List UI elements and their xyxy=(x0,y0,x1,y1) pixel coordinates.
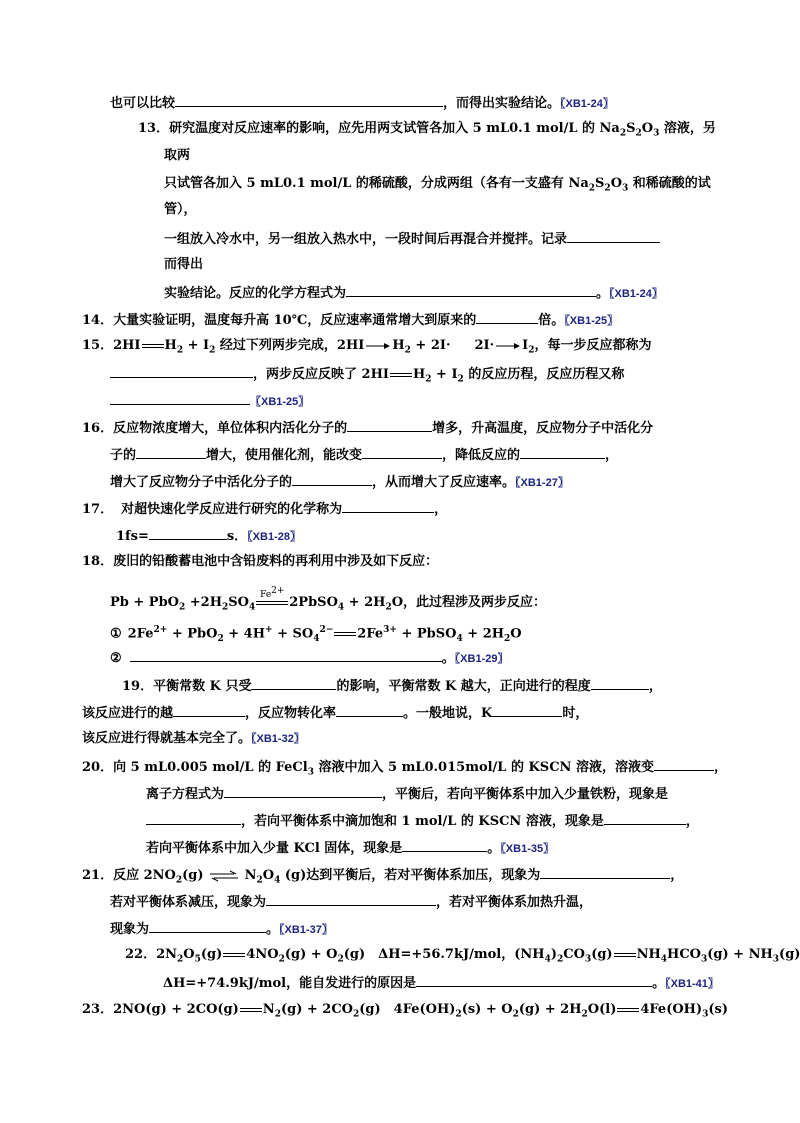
text: 只试管各加入 5 mL0.1 mol/L 的稀硫酸，分成两组（各有一支盛有 xyxy=(164,176,569,191)
source-tag: 〖XB1-28〗 xyxy=(247,531,301,543)
text: (g) xyxy=(779,947,800,962)
answer-blank[interactable] xyxy=(149,526,227,540)
text: 若向平衡体系中加入少量 KCl 固体，现象是 xyxy=(146,841,403,856)
question-number: 18． xyxy=(82,554,114,569)
text: 实验结论。反应的化学方程式为 xyxy=(164,286,347,301)
text: (g) ΔH=+56.7kJ/mol，(NH xyxy=(343,947,545,962)
answer-blank[interactable] xyxy=(149,919,266,933)
text-line xyxy=(116,526,301,546)
text: ΔH=+74.9kJ/mol，能自发进行的原因是 xyxy=(163,976,417,991)
question-number: 19． xyxy=(122,679,154,694)
text: ， xyxy=(605,448,619,463)
answer-blank[interactable] xyxy=(110,364,253,378)
source-tag: 〖XB1-35〗 xyxy=(500,843,555,855)
text: 。一般地说，K xyxy=(403,706,493,721)
text: 2Fe xyxy=(357,626,384,642)
text: 。 xyxy=(487,841,501,856)
text: 管）， xyxy=(164,202,197,217)
answer-blank[interactable] xyxy=(540,865,670,879)
text: ，平衡后，若向平衡体系中加入少量铁粉，现象是 xyxy=(382,787,669,802)
text: 2N xyxy=(156,947,178,962)
text: 平衡常数 K 只受 xyxy=(153,679,252,694)
text: H xyxy=(412,367,426,382)
answer-blank[interactable] xyxy=(110,391,250,405)
text: 1fs= xyxy=(116,529,149,544)
text-line xyxy=(110,391,309,411)
question-number: 20． xyxy=(82,760,114,775)
source-tag: 〖XB1-24〗 xyxy=(609,288,663,300)
answer-blank[interactable] xyxy=(476,310,538,324)
text: 。 xyxy=(441,651,455,666)
text: 增多，升高温度，反应物分子中活化分 xyxy=(432,421,654,436)
text: 一组放入冷水中，另一组放入热水中，一段时间后再混合并搅拌。记录 xyxy=(164,232,568,247)
equilibrium-arrow-icon xyxy=(210,871,238,881)
question-18 xyxy=(82,553,438,571)
text: ， xyxy=(670,868,684,883)
text: ， xyxy=(434,502,448,517)
source-tag: 〖XB1-32〗 xyxy=(251,733,305,745)
text-line xyxy=(110,648,508,668)
text: 离子方程式为 xyxy=(146,787,225,802)
text: (s) + O xyxy=(461,1002,513,1017)
text: ，两步反应反映了 2HI xyxy=(253,367,389,382)
text: 该反应进行的越 xyxy=(82,706,174,721)
answer-blank[interactable] xyxy=(520,445,605,459)
answer-blank[interactable] xyxy=(402,838,487,852)
formula: $Na_2S_2O_3$ xyxy=(568,176,629,194)
text: I xyxy=(522,338,529,353)
text-line xyxy=(163,973,719,993)
answer-blank[interactable] xyxy=(266,892,436,906)
step-number: ② xyxy=(110,651,122,666)
text: 4NO xyxy=(246,947,279,962)
text: 经过下列两步完成，2HI xyxy=(215,338,365,353)
answer-blank[interactable] xyxy=(591,676,649,690)
text: HCO xyxy=(667,947,701,962)
text: 向 5 mL0.005 mol/L 的 FeCl xyxy=(113,760,308,775)
text: (g) xyxy=(591,947,613,962)
question-19 xyxy=(122,676,662,696)
text: + I xyxy=(431,367,458,382)
question-number: 23． xyxy=(82,1002,114,1017)
source-tag: 〖XB1-41〗 xyxy=(665,978,719,990)
text: 。 xyxy=(596,286,610,301)
question-20: 20．向 5 mL0.005 mol/L 的 FeCl$_3$ 溶液中加入 5 mL0.015mol/L 的 KSCN 溶液，溶液变 ， xyxy=(82,757,727,782)
formula: $Na_2S_2O_3$ xyxy=(599,121,660,139)
text: ，若向平衡体系中滴加饱和 1 mol/L 的 KSCN 溶液，现象是 xyxy=(241,814,604,829)
answer-blank[interactable] xyxy=(342,499,434,513)
source-tag: 〖XB1-27〗 xyxy=(515,477,569,489)
text: ， xyxy=(685,814,699,829)
text: + PbO xyxy=(167,626,218,642)
source-tag: 〖XB1-24〗 xyxy=(560,98,614,110)
question-17 xyxy=(82,499,447,519)
text: + 4H xyxy=(223,626,265,642)
text: 对超快速化学反应进行研究的化学称为 xyxy=(121,502,343,517)
text: 反应 2NO xyxy=(113,868,176,883)
text: + I xyxy=(183,338,210,353)
answer-blank[interactable] xyxy=(292,472,372,486)
question-number: 14． xyxy=(82,313,114,328)
answer-blank[interactable] xyxy=(567,229,660,243)
text-line xyxy=(110,93,614,113)
text: H xyxy=(164,338,177,353)
text: ，从而增大了反应速率。 xyxy=(372,475,516,490)
text: s． xyxy=(226,529,248,544)
text: + 2H xyxy=(462,626,505,642)
equals-sign xyxy=(142,344,164,348)
question-16 xyxy=(82,418,653,438)
text-line xyxy=(164,201,197,219)
text-line xyxy=(110,892,592,912)
text: O，此过程涉及两步反应： xyxy=(391,595,547,610)
text: O(l) xyxy=(587,1002,617,1017)
text: (g) xyxy=(200,947,223,962)
text-line xyxy=(164,147,190,165)
text: (s) xyxy=(708,1002,728,1017)
text: 时， xyxy=(562,706,589,721)
text-line xyxy=(82,703,588,723)
answer-blank[interactable] xyxy=(604,811,686,825)
answer-blank[interactable] xyxy=(492,703,562,717)
text-line: ，两步反应反映了 2HI $H_2 + I_2$ 的反应历程，反应历程又称 xyxy=(110,364,624,389)
question-number: 15． xyxy=(82,338,114,353)
answer-blank[interactable] xyxy=(362,445,442,459)
text: ， xyxy=(713,760,727,775)
arrow-icon xyxy=(366,342,390,350)
text: 2Fe xyxy=(127,626,154,642)
text: 该反应进行得就基本完全了。 xyxy=(82,731,252,746)
equals-sign xyxy=(614,953,636,957)
text: ) xyxy=(550,947,557,962)
text: ，降低反应的 xyxy=(442,448,521,463)
question-22: 22．$2N_2O_5(g) 4NO_2(g) + O_2(g)$ ΔH=+56.7kJ/mol，$(NH_4)_2CO_3(g) NH_4HCO_3(g) + NH_3(g)$ xyxy=(125,947,800,965)
answer-blank[interactable] xyxy=(175,93,443,107)
text: 子的 xyxy=(110,448,137,463)
text: Pb + PbO xyxy=(110,595,179,610)
text: 2I· xyxy=(474,338,495,353)
answer-blank[interactable] xyxy=(146,811,241,825)
text: 和稀硫酸的试 xyxy=(628,176,711,191)
text: 2NO(g) + 2CO(g) xyxy=(113,1002,239,1017)
source-tag: 〖XB1-37〗 xyxy=(279,924,333,936)
question-number: 13． xyxy=(138,121,170,136)
text: 反应物浓度增大，单位体积内活化分子的 xyxy=(113,421,348,436)
answer-blank[interactable] xyxy=(136,445,206,459)
text: (g) + O xyxy=(284,947,338,962)
text: 倍。 xyxy=(538,313,565,328)
text-line xyxy=(146,784,668,804)
text: 增大了反应物分子中活化分子的 xyxy=(110,475,293,490)
source-tag: 〖XB1-25〗 xyxy=(564,315,619,327)
text: + SO xyxy=(272,626,314,642)
text: 也可以比较 xyxy=(110,96,176,111)
text: (g) + 2CO xyxy=(280,1002,354,1017)
text: 2PbSO xyxy=(289,595,338,610)
question-23: 23．2NO(g) + 2CO(g) $N_2(g) + 2CO_2(g)$ $4Fe(OH)_2(s) + O_2(g) + 2H_2O(l)$ $4Fe(OH)_3(s)$ xyxy=(82,1002,728,1020)
text: 。 xyxy=(652,976,666,991)
text: 取两 xyxy=(164,148,191,163)
catalyst-equals xyxy=(255,586,289,612)
text: (g) + 2H xyxy=(518,1002,582,1017)
text: SO xyxy=(228,595,249,610)
text: 的反应历程，反应历程又称 xyxy=(463,367,625,382)
answer-blank[interactable] xyxy=(130,648,442,662)
text-line xyxy=(164,175,711,198)
source-tag: 〖XB1-29〗 xyxy=(454,653,509,665)
question-number: 17． xyxy=(82,502,114,517)
text: (g) 4Fe(OH) xyxy=(359,1002,456,1017)
answer-blank[interactable] xyxy=(336,703,403,717)
text: O xyxy=(183,947,195,962)
equals-sign xyxy=(223,953,245,957)
arrow-icon xyxy=(496,342,520,350)
equals-sign xyxy=(334,632,356,636)
text: 4Fe(OH) xyxy=(640,1002,703,1017)
text: 研究温度对反应速率的影响，应先用两支试管各加入 5 mL0.1 mol/L 的 xyxy=(169,121,600,136)
text-line xyxy=(164,229,660,249)
answer-blank[interactable] xyxy=(416,973,652,987)
text-line xyxy=(146,811,699,831)
source-tag: 〖XB1-25〗 xyxy=(250,396,310,408)
text: ，反应物转化率 xyxy=(245,706,337,721)
text: 溶液中加入 5 mL0.015mol/L 的 KSCN 溶液，溶液变 xyxy=(313,760,654,775)
text-line xyxy=(110,919,333,939)
text: (g)达到平衡后，若对平衡体系加压，现象为 xyxy=(280,868,541,883)
text: + PbSO xyxy=(396,626,457,642)
text-line: ① $2Fe^{2+} + PbO_2 + 4H^+ + SO_4^{2-}$ $2Fe^{3+}$ + PbSO$_4$ + $2H_2O$ xyxy=(110,625,522,644)
text: 若对平衡体系减压，现象为 xyxy=(110,895,267,910)
text: NH xyxy=(636,947,661,962)
equals-sign xyxy=(240,1008,262,1012)
answer-blank[interactable] xyxy=(224,784,382,798)
text: + 2I· xyxy=(410,338,451,353)
question-14 xyxy=(82,310,618,330)
text: 溶液，另 xyxy=(659,121,716,136)
text: ， xyxy=(648,679,662,694)
question-number: 22． xyxy=(125,947,157,962)
text: O xyxy=(510,626,522,642)
text: + 2H xyxy=(344,595,386,610)
text: CO xyxy=(563,947,585,962)
text: ，而得出实验结论。 xyxy=(443,96,561,111)
answer-blank[interactable] xyxy=(654,757,714,771)
question-number: 16． xyxy=(82,421,114,436)
question-15: 15．2HI $H_2 + I_2$ 经过下列两步完成，2HI $H_2 + 2I\cdot 2I\cdot I_2$，每一步反应都称为 xyxy=(82,338,652,356)
catalyst-label: $Fe^{2+}$ xyxy=(260,586,285,600)
text: O xyxy=(262,868,275,883)
text: 增大，使用催化剂，能改变 xyxy=(206,448,363,463)
answer-blank[interactable] xyxy=(346,283,596,297)
question-13 xyxy=(138,120,716,143)
text: (g) xyxy=(182,868,209,883)
answer-blank[interactable] xyxy=(347,418,432,432)
text-line: $Pb + PbO_2 +2H_2SO_4$ $Fe^{2+}$ 2PbSO$_4$ + $2H_2O$，此过程涉及两步反应： xyxy=(110,594,546,617)
text-line xyxy=(164,256,203,274)
text-line xyxy=(146,838,554,858)
equals-sign xyxy=(390,373,412,377)
answer-blank[interactable] xyxy=(173,703,245,717)
text: (g) + NH xyxy=(707,947,773,962)
step-number: ① xyxy=(110,626,122,642)
text: 的影响，平衡常数 K 越大，正向进行的程度 xyxy=(336,679,591,694)
text-line xyxy=(110,472,569,492)
text: 而得出 xyxy=(164,257,204,272)
question-21: 21．反应 $2NO_2(g)$ $N_2O_4$ (g)达到平衡后，若对平衡体系加压，现象为 ， xyxy=(82,865,683,890)
text: ，每一步反应都称为 xyxy=(534,338,652,353)
text: N xyxy=(240,868,257,883)
text: ，若对平衡体系加热升温， xyxy=(436,895,593,910)
text: 现象为 xyxy=(110,922,150,937)
text: H xyxy=(392,338,405,353)
text-line xyxy=(82,730,305,748)
text: 。 xyxy=(266,922,280,937)
answer-blank[interactable] xyxy=(251,676,336,690)
equals-sign xyxy=(617,1008,639,1012)
text: 2HI xyxy=(113,338,141,353)
text-line xyxy=(164,283,663,303)
question-number: 21． xyxy=(82,868,114,883)
text: 废旧的铅酸蓄电池中含铅废料的再利用中涉及如下反应： xyxy=(113,554,439,569)
text-line xyxy=(110,445,618,465)
text: 大量实验证明，温度每升高 10℃，反应速率通常增大到原来的 xyxy=(113,313,477,328)
text: +2H xyxy=(185,595,223,610)
text: N xyxy=(262,1002,275,1017)
